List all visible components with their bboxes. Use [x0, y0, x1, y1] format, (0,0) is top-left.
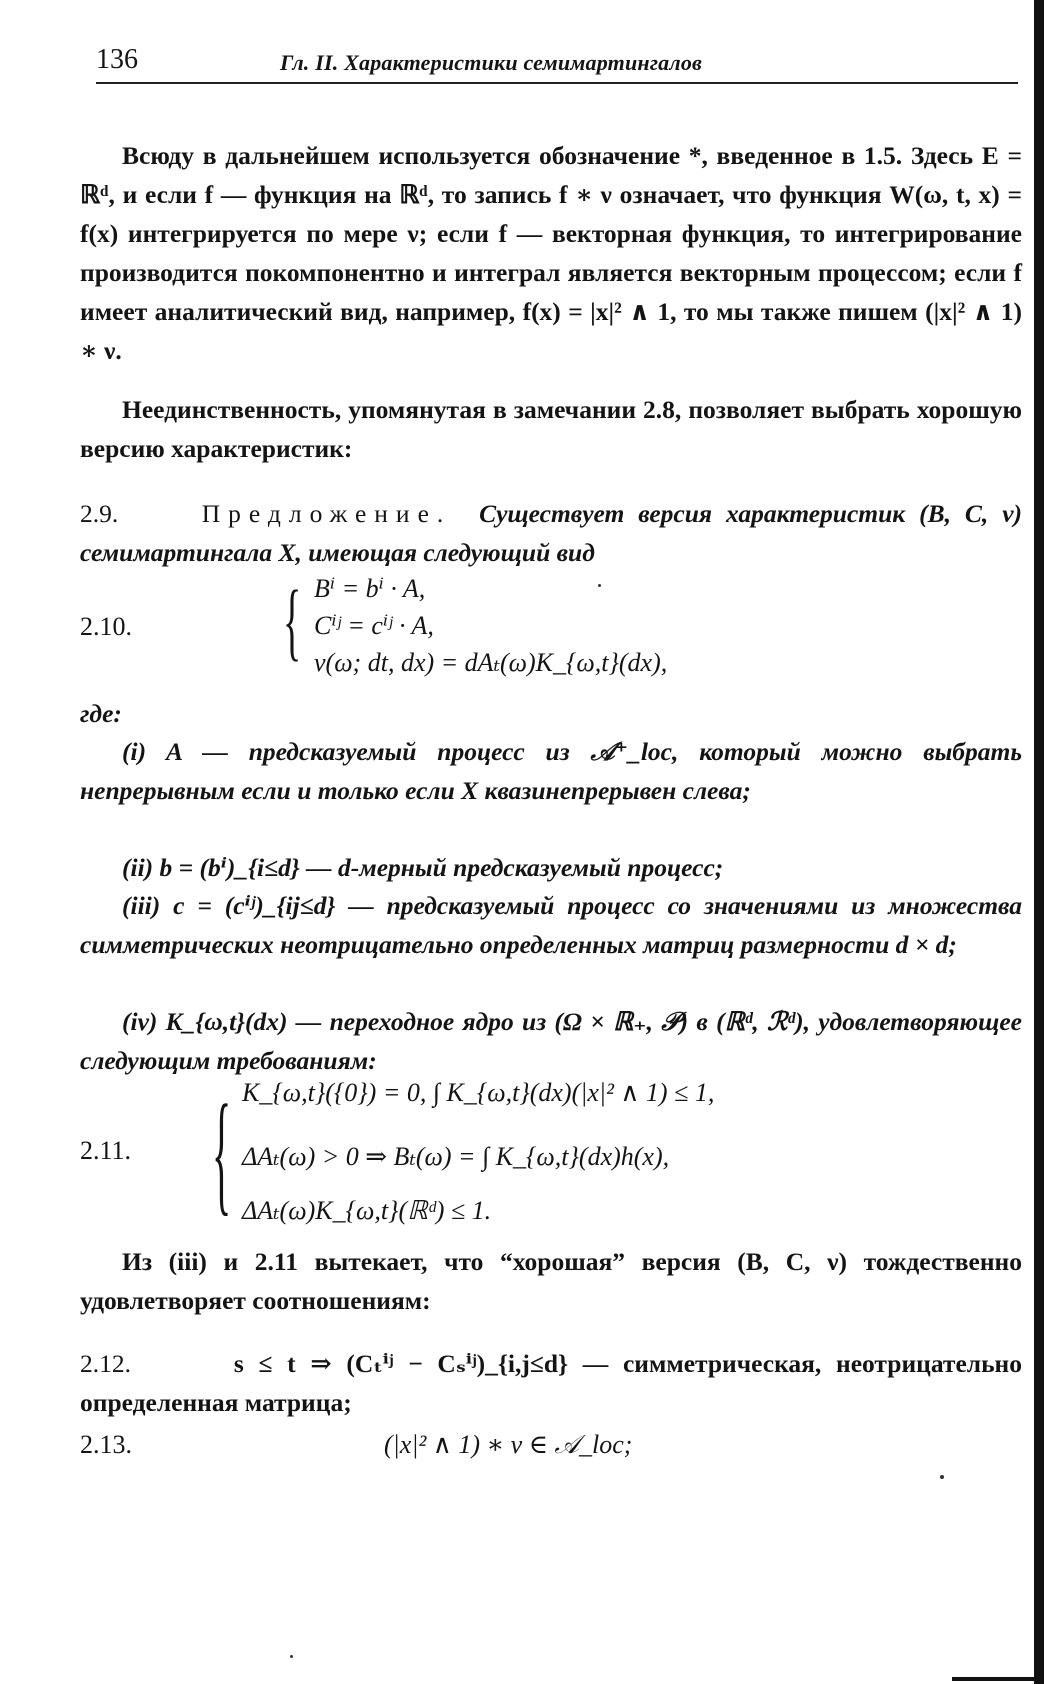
formula-2-10-line-1: Bⁱ = bⁱ · A, [314, 574, 426, 603]
page-number: 136 [96, 44, 138, 75]
proposition-statement: Существует версия характеристик (B, C, ν) семимартингала X, имеющая следующий вид [80, 499, 1023, 567]
header-rule [96, 82, 1018, 84]
scan-speck [940, 1475, 944, 1479]
left-brace: { [283, 574, 302, 671]
where-label: где: [80, 699, 122, 728]
scan-edge-right [1034, 0, 1044, 1684]
formula-number-2-10: 2.10. [80, 612, 132, 641]
formula-2-11-line-2: ΔAₜ(ω) > 0 ⇒ Bₜ(ω) = ∫ K_{ω,t}(dx)h(x), [242, 1142, 670, 1171]
formula-number-2-12: 2.12. [80, 1349, 131, 1378]
formula-2-11-line-1: K_{ω,t}({0}) = 0, ∫ K_{ω,t}(dx)(|x|² ∧ 1) ≤ 1, [242, 1078, 715, 1107]
running-head: Гл. II. Характеристики семимартингалов [280, 50, 703, 75]
left-brace: { [212, 1075, 232, 1229]
formula-2-10-line-2: Cⁱʲ = cⁱʲ · A, [314, 611, 434, 640]
paragraph-nonuniqueness: Неединственность, упомянутая в замечании 2.8, позволяет выбрать хорошую версию характеристик: [80, 395, 1022, 463]
scan-speck [598, 584, 601, 587]
condition-i: (i) A — предсказуемый процесс из 𝒜⁺_loc, который можно выбрать непрерывным если и только если X квазинепрерывен слева; [80, 737, 1022, 805]
condition-iii: (iii) c = (cⁱʲ)_{ij≤d} — предсказуемый процесс со значениями из множества симметрических неотрицательно определенных матриц размерности d × d; [80, 891, 1022, 959]
paragraph-good-version: Из (iii) и 2.11 вытекает, что “хорошая” версия (B, C, ν) тождественно удовлетворяет соотношениям: [80, 1247, 1022, 1315]
scan-speck [290, 1655, 293, 1658]
proposition-2-9 [80, 494, 1022, 572]
formula-number-2-13: 2.13. [80, 1430, 132, 1459]
formula-2-12 [80, 1344, 1022, 1422]
formula-2-10-line-3: ν(ω; dt, dx) = dAₜ(ω)K_{ω,t}(dx), [314, 648, 668, 677]
proposition-number: 2.9. [80, 499, 119, 528]
scan-edge-bottom [952, 1677, 1044, 1681]
formula-2-13-text: (|x|² ∧ 1) ∗ ν ∈ 𝒜_loc; [384, 1430, 633, 1459]
paragraph-notation: Всюду в дальнейшем используется обозначение *, введенное в 1.5. Здесь E = ℝᵈ, и если f — функция на ℝᵈ, то запись f ∗ ν означает, что функция W(ω, t, x) = f(x) интегрируется по мере ν; если f — векторная функция, то интегрирование производится покомпонентно и интеграл является векторным процессом; если f имеет аналитический вид, например, f(x) = |x|² ∧ 1, то мы также пишем (|x|² ∧ 1) ∗ ν. [80, 141, 1022, 365]
condition-iv: (iv) K_{ω,t}(dx) — переходное ядро из (Ω × ℝ₊, 𝒫) в (ℝᵈ, ℛᵈ), удовлетворяющее следующим требованиям: [80, 1007, 1022, 1075]
formula-number-2-11: 2.11. [80, 1136, 132, 1165]
page-header [96, 44, 1016, 84]
condition-ii: (ii) b = (bⁱ)_{i≤d} — d-мерный предсказуемый процесс; [122, 853, 724, 882]
proposition-label: Предложение. [201, 499, 452, 528]
formula-2-12-text: s ≤ t ⇒ (Cₜⁱʲ − Cₛⁱʲ)_{i,j≤d} — симметрическая, неотрицательно определенная матрица; [80, 1349, 1022, 1417]
formula-2-11-line-3: ΔAₜ(ω)K_{ω,t}(ℝᵈ) ≤ 1. [242, 1196, 492, 1225]
